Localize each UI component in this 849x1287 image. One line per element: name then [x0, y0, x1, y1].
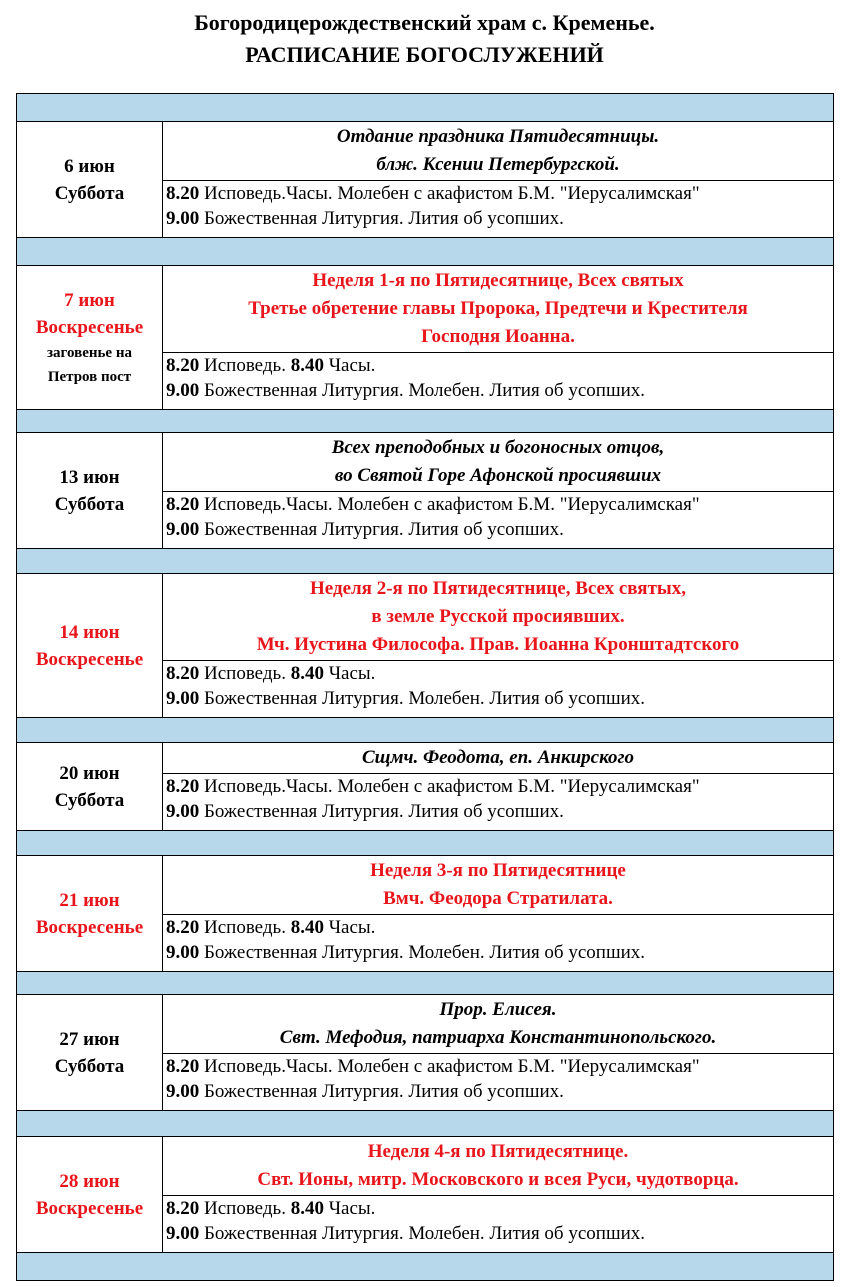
separator-row [17, 718, 834, 743]
feast-line: Мч. Иустина Философа. Прав. Иоанна Кронштадтского [256, 634, 740, 655]
separator-cell [17, 549, 834, 574]
separator-row [17, 972, 834, 995]
services-cell [163, 181, 834, 238]
date-cell [17, 1137, 163, 1253]
service-time: 9.00 [166, 208, 200, 229]
date-cell [17, 743, 163, 831]
service-text: Исповедь. [199, 355, 291, 376]
feast-line: Господня Иоанна. [421, 326, 575, 347]
day-feast-row [17, 1137, 834, 1196]
feast-line: Свт. Ионы, митр. Московского и всея Руси, чудотворца. [257, 1169, 739, 1190]
date-cell [17, 574, 163, 718]
service-line [166, 492, 833, 517]
day-date: 6 июн [64, 155, 115, 177]
service-line [166, 774, 833, 799]
service-time: 9.00 [166, 1081, 200, 1102]
service-time: 9.00 [166, 519, 200, 540]
day-date: 13 июн [59, 466, 120, 488]
service-line [166, 1221, 833, 1246]
day-feast-row [17, 433, 834, 492]
date-cell [17, 995, 163, 1111]
feast-line: Свт. Мефодия, патриарха Константинопольского. [279, 1027, 717, 1048]
services-cell [163, 492, 834, 549]
separator-row [17, 1253, 834, 1281]
schedule-table [16, 93, 834, 1281]
feast-line: Отдание праздника Пятидесятницы. [336, 126, 660, 147]
service-time: 8.20 [166, 663, 200, 684]
services-cell [163, 353, 834, 410]
service-line [166, 915, 833, 940]
feast-line: Третье обретение главы Пророка, Предтечи и Крестителя [248, 298, 748, 319]
feast-cell [163, 743, 834, 774]
service-text: Часы. [323, 917, 376, 938]
separator-cell [17, 410, 834, 433]
day-weekday: Суббота [54, 1055, 125, 1077]
service-line [166, 378, 833, 403]
services-cell [163, 661, 834, 718]
service-line [166, 799, 833, 824]
separator-cell [17, 972, 834, 995]
separator-row [17, 238, 834, 266]
services-cell [163, 774, 834, 831]
feast-cell [163, 1137, 834, 1196]
date-cell [17, 122, 163, 238]
separator-row [17, 410, 834, 433]
feast-cell [163, 995, 834, 1054]
feast-line: блж. Ксении Петербургской. [376, 154, 620, 175]
separator-cell [17, 831, 834, 856]
date-cell [17, 433, 163, 549]
service-text: Божественная Литургия. Молебен. Лития об усопших. [199, 380, 645, 401]
feast-cell [163, 122, 834, 181]
feast-cell [163, 266, 834, 353]
service-text: Божественная Литургия. Лития об усопших. [199, 519, 564, 540]
service-line [166, 940, 833, 965]
day-note: заговенье на Петров пост [47, 344, 132, 385]
day-feast-row [17, 995, 834, 1054]
day-date: 21 июн [59, 889, 120, 911]
service-time: 8.20 [166, 355, 200, 376]
separator-cell [17, 238, 834, 266]
schedule-heading: РАСПИСАНИЕ БОГОСЛУЖЕНИЙ [245, 42, 604, 67]
separator-cell [17, 718, 834, 743]
feast-line: Неделя 3-я по Пятидесятнице [370, 860, 626, 881]
feast-line: Неделя 2-я по Пятидесятнице, Всех святых, [310, 578, 686, 599]
church-title: Богородицерождественский храм с. Кременье. [194, 10, 655, 35]
feast-line: Неделя 1-я по Пятидесятнице, Всех святых [312, 270, 684, 291]
feast-line: Неделя 4-я по Пятидесятнице. [367, 1141, 629, 1162]
service-text: Часы. [323, 1198, 376, 1219]
service-text: Исповедь.Часы. Молебен с акафистом Б.М. "Иерусалимская" [199, 1056, 700, 1077]
service-text: Исповедь.Часы. Молебен с акафистом Б.М. "Иерусалимская" [199, 494, 700, 515]
service-line [166, 686, 833, 711]
day-date: 7 июн [64, 289, 115, 311]
feast-line: Прор. Елисея. [439, 999, 557, 1020]
feast-line: Сщмч. Феодота, еп. Анкирского [361, 747, 635, 768]
day-weekday: Воскресенье [35, 648, 144, 670]
service-time: 8.20 [166, 1198, 200, 1219]
service-line [166, 661, 833, 686]
feast-line: в земле Русской просиявших. [371, 606, 625, 627]
service-time: 9.00 [166, 1223, 200, 1244]
service-text: Исповедь. [199, 917, 291, 938]
feast-line: Всех преподобных и богоносных отцов, [331, 437, 665, 458]
service-text: Божественная Литургия. Молебен. Лития об усопших. [199, 688, 645, 709]
service-text: Часы. [323, 355, 376, 376]
service-time: 9.00 [166, 942, 200, 963]
separator-cell [17, 94, 834, 122]
schedule-body [17, 94, 834, 1281]
feast-line: Вмч. Феодора Стратилата. [383, 888, 613, 909]
feast-cell [163, 856, 834, 915]
service-time: 8.40 [290, 1198, 324, 1219]
day-feast-row [17, 122, 834, 181]
service-text: Божественная Литургия. Молебен. Лития об усопших. [199, 942, 645, 963]
service-line [166, 1196, 833, 1221]
service-text: Исповедь.Часы. Молебен с акафистом Б.М. "Иерусалимская" [199, 776, 700, 797]
service-text: Божественная Литургия. Лития об усопших. [199, 208, 564, 229]
service-text: Божественная Литургия. Молебен. Лития об усопших. [199, 1223, 645, 1244]
day-weekday: Суббота [54, 789, 125, 811]
day-feast-row [17, 574, 834, 661]
service-text: Исповедь. [199, 663, 291, 684]
service-text: Исповедь. [199, 1198, 291, 1219]
services-cell [163, 915, 834, 972]
separator-row [17, 549, 834, 574]
separator-row [17, 1111, 834, 1137]
service-time: 8.20 [166, 494, 200, 515]
date-cell [17, 266, 163, 410]
service-line [166, 1079, 833, 1104]
service-time: 8.20 [166, 183, 200, 204]
services-cell [163, 1196, 834, 1253]
service-line [166, 206, 833, 231]
day-date: 20 июн [59, 762, 120, 784]
service-time: 9.00 [166, 380, 200, 401]
feast-line: во Святой Горе Афонской просиявших [334, 465, 662, 486]
service-time: 8.40 [290, 917, 324, 938]
day-date: 27 июн [59, 1028, 120, 1050]
service-time: 8.40 [290, 663, 324, 684]
service-line [166, 353, 833, 378]
day-feast-row [17, 743, 834, 774]
service-text: Божественная Литургия. Лития об усопших. [199, 1081, 564, 1102]
service-text: Исповедь.Часы. Молебен с акафистом Б.М. "Иерусалимская" [199, 183, 700, 204]
day-feast-row [17, 856, 834, 915]
service-line [166, 517, 833, 542]
separator-row [17, 831, 834, 856]
day-date: 14 июн [59, 621, 120, 643]
feast-cell [163, 574, 834, 661]
day-weekday: Воскресенье [35, 916, 144, 938]
day-weekday: Воскресенье [35, 316, 144, 338]
day-weekday: Суббота [54, 493, 125, 515]
date-cell [17, 856, 163, 972]
separator-cell [17, 1253, 834, 1281]
service-time: 8.20 [166, 776, 200, 797]
service-time: 8.40 [290, 355, 324, 376]
service-time: 9.00 [166, 688, 200, 709]
service-line [166, 181, 833, 206]
service-line [166, 1054, 833, 1079]
day-date: 28 июн [59, 1170, 120, 1192]
day-feast-row [17, 266, 834, 353]
separator-cell [17, 1111, 834, 1137]
day-weekday: Суббота [54, 182, 125, 204]
service-time: 8.20 [166, 1056, 200, 1077]
services-cell [163, 1054, 834, 1111]
day-weekday: Воскресенье [35, 1197, 144, 1219]
service-text: Часы. [323, 663, 376, 684]
feast-cell [163, 433, 834, 492]
service-time: 8.20 [166, 917, 200, 938]
service-time: 9.00 [166, 801, 200, 822]
separator-row [17, 94, 834, 122]
service-text: Божественная Литургия. Лития об усопших. [199, 801, 564, 822]
